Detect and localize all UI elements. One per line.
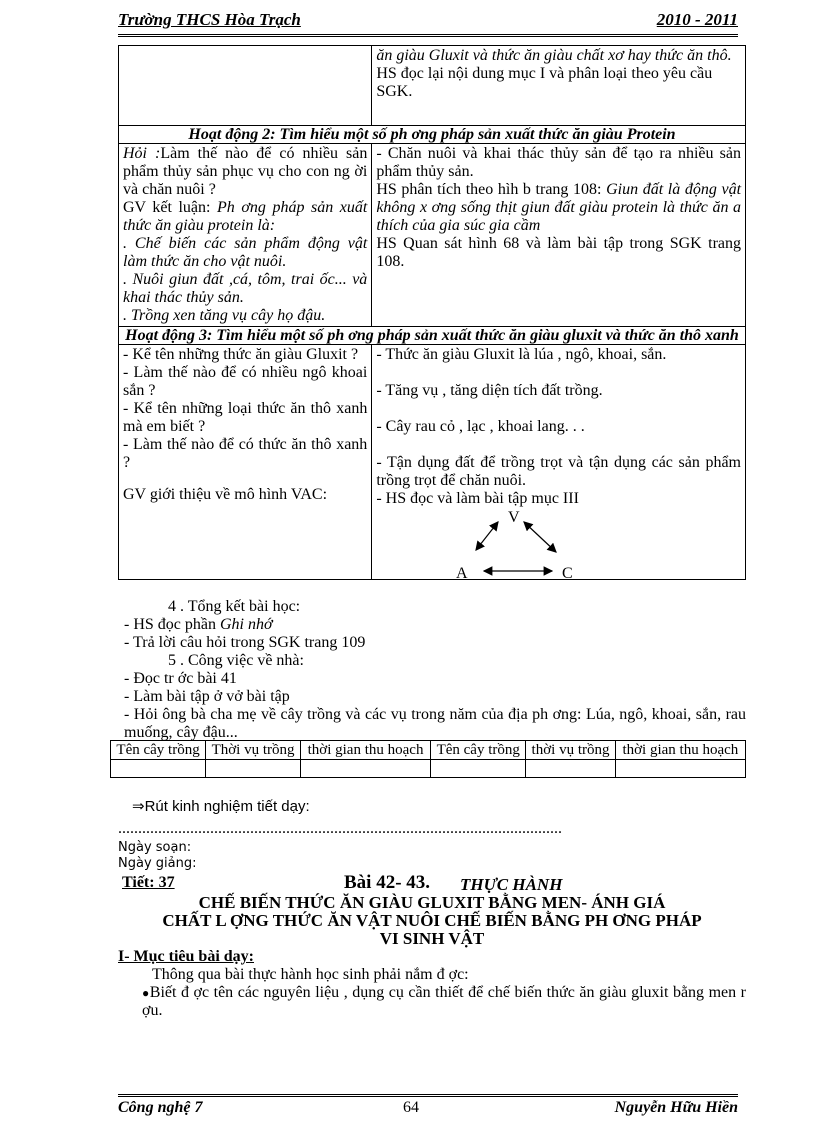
activity-3-row [119, 327, 746, 345]
cell-text: - Tăng vụ , tăng diện tích đất trồng. [376, 382, 603, 399]
cell-text: - Thức ăn giàu Gluxit là lúa , ngô, khoai, sắn. [376, 346, 667, 363]
vac-v: V [508, 509, 520, 526]
summary-line: Ghi nhớ [219, 616, 273, 633]
cell-text: . Trồng xen tăng vụ cây họ đậu. [123, 307, 326, 324]
objective-intro: Thông qua bài thực hành học sinh phải nắm đ ợc: [152, 966, 469, 983]
cell-text: GV kết luận: [123, 199, 211, 216]
vac-c: C [562, 565, 573, 578]
homework-line: - Đọc tr ớc bài 41 [124, 670, 237, 687]
cell-text: Ph ơng pháp sản xuất thức ăn giàu protein là: [123, 199, 368, 234]
table-cell [111, 760, 206, 778]
dotted-line: ............................................................................................................... [118, 820, 562, 837]
summary-heading: 4 . Tổng kết bài học: [168, 598, 301, 615]
date-block [118, 840, 746, 872]
cell-text: - HS đọc và làm bài tập mục III [376, 490, 579, 507]
table-cell [372, 144, 746, 327]
table-row [119, 46, 746, 126]
table-header-cell: Thời vụ trồng [206, 741, 301, 760]
lesson-title-line: CHẤT L ỢNG THỨC ĂN VẬT NUÔI CHẾ BIẾN BẰNG PH ƠNG PHÁP [162, 911, 702, 930]
table-row [111, 760, 746, 778]
practice-label: THỰC HÀNH [460, 875, 563, 894]
cell-text: . Chế biến các sản phẩm động vật làm thức ăn cho vật nuôi. [123, 235, 368, 270]
page-number: 64 [403, 1099, 419, 1116]
activity-2-row [119, 126, 746, 144]
cell-text: Giun đất là động vật không x ơng sống thịt giun đất giàu protein là thức ăn a thích của gia súc gia cầm [376, 181, 742, 234]
arrow-v-a [476, 522, 498, 550]
footer-subject: Công nghệ 7 [118, 1099, 203, 1116]
lesson-table [118, 45, 746, 580]
cell-text: - Làm thế nào để có nhiều ngô khoai sắn ? [123, 364, 368, 399]
bullet-icon: ● [142, 986, 150, 1000]
table-header-cell: Tên cây trồng [431, 741, 526, 760]
objective-heading: I- Mục tiêu bài dạy: [118, 948, 254, 965]
cell-text: - Kể tên những thức ăn giàu Gluxit ? [123, 346, 359, 363]
cell-text: - Kể tên những loại thức ăn thô xanh mà em biết ? [123, 400, 368, 435]
cell-text: . Nuôi giun đất ,cá, tôm, trai ốc... và khai thác thủy sản. [123, 271, 368, 306]
cell-text: HS đọc lại nội dung mục I và phân loại theo yêu cầu SGK. [376, 65, 713, 100]
cell-text: Hỏi : [123, 145, 161, 162]
table-cell [372, 46, 746, 126]
page-footer [118, 1094, 738, 1121]
header-year: 2010 - 2011 [656, 10, 738, 29]
lesson-number: Bài 42- 43. [344, 872, 431, 893]
objective-item: Biết đ ợc tên các nguyên liệu , dụng cụ cần thiết để chế biến thức ăn giàu gluxit bằng men r ợu. [142, 984, 747, 1019]
arrow-v-c [524, 522, 556, 552]
cell-text: - Cây rau cỏ , lạc , khoai lang. . . [376, 418, 585, 435]
homework-line: - Hỏi ông bà cha mẹ về cây trồng và các vụ trong năm của địa ph ơng: Lúa, ngô, khoai, sắn, rau muống, cây đậu... [124, 706, 746, 741]
table-header-cell: thời gian thu hoạch [300, 741, 430, 760]
table-header-cell: thời gian thu hoạch [615, 741, 745, 760]
cell-text: GV giới thiệu về mô hình VAC: [123, 486, 328, 503]
page-header [118, 8, 738, 37]
activity-3-heading: Hoạt động 3: Tìm hiểu một số ph ơng pháp sản xuất thức ăn giàu gluxit và thức ăn thô xanh [119, 327, 746, 345]
experience-label: ⇒Rút kinh nghiệm tiết dạy: [132, 798, 310, 815]
lesson-title-line: VI SINH VẬT [379, 929, 485, 948]
activity-2-heading: Hoạt động 2: Tìm hiểu một số ph ơng pháp sản xuất thức ăn giàu Protein [119, 126, 746, 144]
summary-section [118, 598, 746, 742]
table-row [119, 345, 746, 580]
table-cell [119, 46, 372, 126]
header-school: Trường THCS Hòa Trạch [118, 10, 301, 29]
cell-text: - Chăn nuôi và khai thác thủy sản để tạo ra nhiều sản phẩm thủy sản. [376, 145, 741, 180]
experience-section [118, 798, 746, 838]
cell-text: - Làm thế nào để có thức ăn thô xanh ? [123, 436, 368, 471]
table-cell [119, 144, 372, 327]
vac-diagram [446, 508, 646, 578]
table-cell [526, 760, 615, 778]
table-header-cell: Tên cây trồng [111, 741, 206, 760]
table-cell [300, 760, 430, 778]
table-cell [431, 760, 526, 778]
cell-text: - Tận dụng đất để trồng trọt và tận dụng các sản phẩm trồng trọt để chăn nuôi. [376, 454, 741, 489]
table-cell [615, 760, 745, 778]
vac-a: A [456, 565, 468, 578]
table-row [119, 144, 746, 327]
cell-text: HS Quan sát hình 68 và làm bài tập trong SGK trang 108. [376, 235, 741, 270]
homework-heading: 5 . Công việc về nhà: [168, 652, 304, 669]
cell-text: Làm thế nào để có nhiều sản phẩm thủy sản phục vụ cho con ng ời và chăn nuôi ? [123, 145, 368, 198]
cell-text: ăn giàu Gluxit và thức ăn giàu chất xơ hay thức ăn thô. [376, 47, 732, 64]
objective-section [118, 948, 746, 1020]
table-cell [119, 345, 372, 580]
cell-text: HS phân tích theo hìh b trang 108: [376, 181, 602, 198]
date-prepared: Ngày soạn: [118, 840, 192, 855]
date-taught: Ngày giảng: [118, 856, 197, 871]
footer-author: Nguyễn Hữu Hiền [614, 1099, 738, 1116]
summary-line: - Trả lời câu hỏi trong SGK trang 109 [124, 634, 366, 651]
period-number: Tiết: 37 [122, 874, 175, 891]
homework-line: - Làm bài tập ở vở bài tập [124, 688, 290, 705]
summary-line: - HS đọc phần [124, 616, 216, 633]
table-cell [372, 345, 746, 580]
table-header-cell: thời vụ trồng [526, 741, 615, 760]
lesson-title-line: CHẾ BIẾN THỨC ĂN GIÀU GLUXIT BẰNG MEN- ÁNH GIÁ [198, 893, 666, 912]
table-cell [206, 760, 301, 778]
crop-table [110, 740, 746, 778]
table-row [111, 741, 746, 760]
